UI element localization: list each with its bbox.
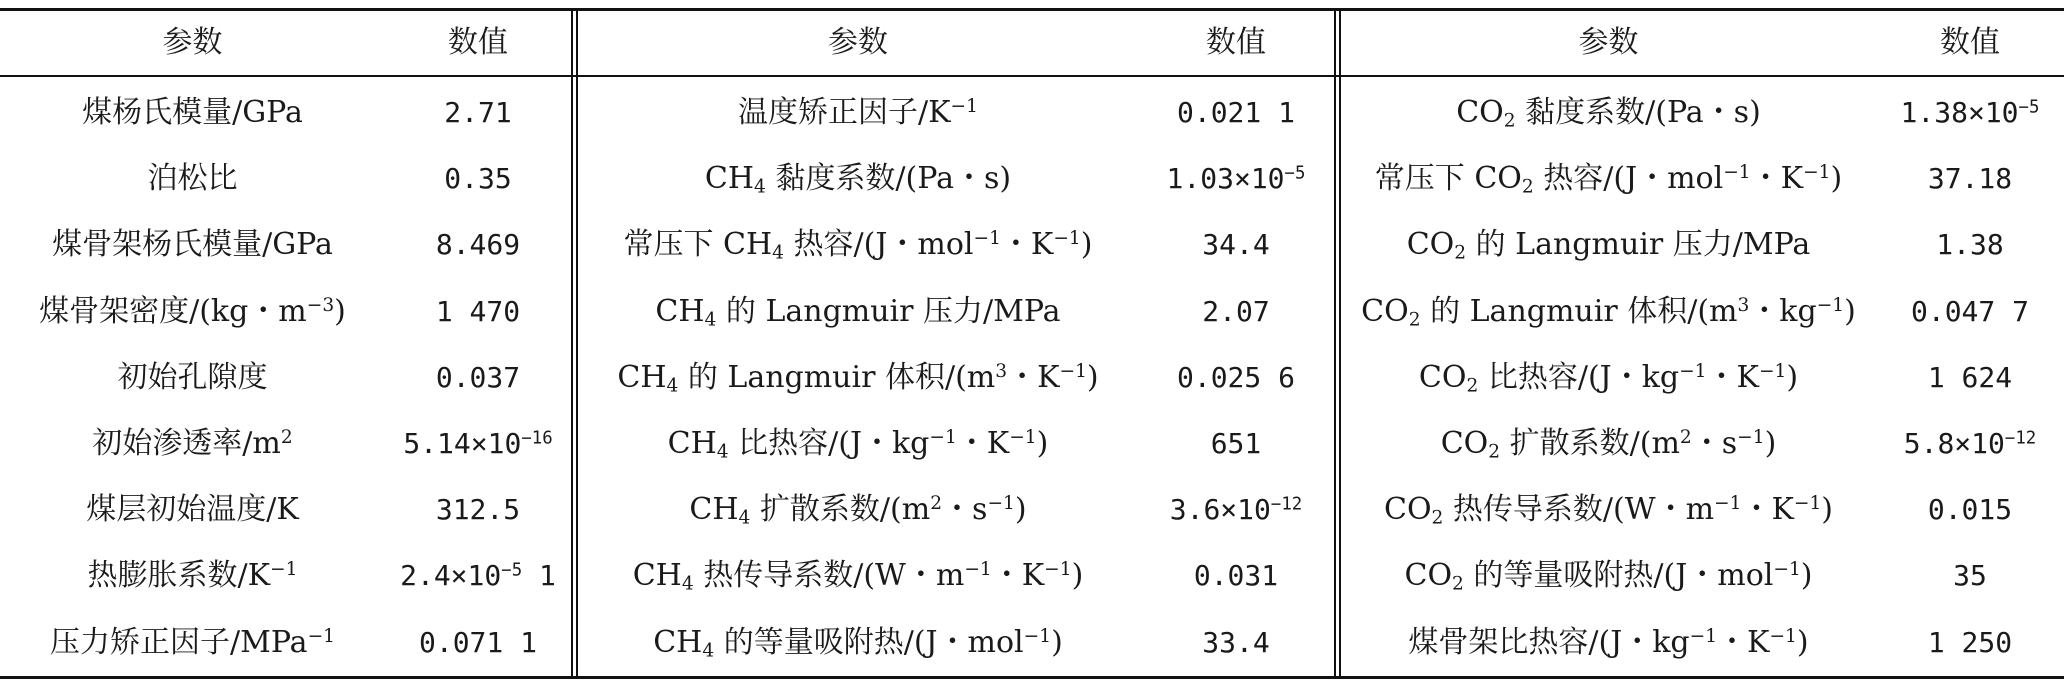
param-cell: $CH_4$ 的等量吸附热/(J・mol$^{-1}$): [653, 624, 1063, 662]
param-cell: $CH_4$ 扩散系数$/(m^2$・$s^{-1}$): [689, 492, 1027, 529]
param-cell: $CO_2$ 的 Langmuir 体积$/(m^3$・$kg^{-1}$): [1361, 293, 1856, 331]
value-cell: 0.025 6: [1176, 360, 1295, 394]
value-cell: 0.037: [435, 360, 521, 394]
param-cell: $CH_4$ 比热容/(J・$kg^{-1}$・$K^{-1}$): [667, 426, 1049, 463]
value-cell: $1.38\times 10^{-5}$: [1900, 96, 2040, 129]
value-cell: 34.4: [1202, 228, 1270, 262]
value-cell: 0.071 1: [418, 625, 537, 659]
parameter-block-2: [578, 10, 1334, 676]
param-cell: $CO_2$ 黏度系数/(Pa・s): [1456, 95, 1761, 132]
header-value: 数值: [448, 25, 508, 60]
value-cell: $2.4\times 10^{-5}$ 1: [400, 559, 556, 593]
value-cell: 312.5: [435, 493, 521, 527]
param-cell: $CH_4$ 热传导系数/(W・$m^{-1}$・$K^{-1}$): [632, 558, 1084, 596]
value-cell: 1 624: [1927, 360, 2013, 394]
value-cell: 8.469: [435, 228, 521, 262]
value-cell: 0.031: [1193, 559, 1279, 593]
param-cell: 温度矫正因子$/K^{-1}$: [738, 95, 978, 130]
value-cell: 1 250: [1927, 625, 2013, 659]
param-cell: 泊松比: [147, 161, 238, 197]
param-cell: 热膨胀系数$/K^{-1}$: [87, 558, 298, 594]
value-cell: 1 470: [435, 294, 521, 328]
value-cell: 2.07: [1202, 294, 1270, 328]
value-cell: 1.38: [1936, 228, 2004, 262]
param-cell: 常压下 $CH_4$ 热容/(J・mol$^{-1}$・$K^{-1}$): [623, 227, 1093, 265]
param-cell: $CO_2$ 热传导系数/(W・$m^{-1}$・$K^{-1}$): [1383, 492, 1834, 529]
value-cell: 2.71: [444, 96, 512, 129]
header-value: 数值: [1206, 25, 1266, 60]
param-cell: 煤骨架密度/(kg・$m^{-3}$): [39, 293, 346, 329]
value-cell: $5.14\times 10^{-16}$: [403, 427, 553, 460]
header-param: 参数: [828, 25, 888, 60]
header-param: 参数: [162, 25, 223, 60]
header-param: 参数: [1578, 25, 1639, 60]
value-cell: 37.18: [1927, 162, 2013, 196]
block-divider: [1334, 10, 1336, 677]
param-cell: $CH_4$ 的 Langmuir 体积$/(m^3$・$K^{-1}$): [617, 359, 1099, 397]
param-cell: 初始孔隙度: [117, 359, 268, 395]
param-cell: $CO_2$ 的 Langmuir 压力/MPa: [1406, 227, 1811, 265]
parameter-block-3: [1341, 10, 2064, 676]
value-cell: 33.4: [1202, 625, 1270, 659]
value-cell: 0.047 7: [1910, 294, 2029, 328]
param-cell: $CO_2$ 扩散系数$/(m^2$・$s^{-1}$): [1440, 426, 1777, 463]
value-cell: 0.35: [444, 162, 512, 196]
param-cell: 煤层初始温度/K: [86, 492, 299, 528]
value-cell: $1.03\times 10^{-5}$: [1166, 162, 1306, 196]
param-cell: 常压下 $CO_2$ 热容/(J・mol$^{-1}$・$K^{-1}$): [1374, 161, 1843, 198]
value-cell: 651: [1210, 427, 1262, 460]
param-cell: 初始渗透率$/m^2$: [92, 426, 293, 461]
param-cell: $CO_2$ 的等量吸附热/(J・mol$^{-1}$): [1404, 558, 1813, 596]
value-cell: $5.8\times 10^{-12}$: [1903, 427, 2037, 460]
parameter-block-1: [0, 10, 571, 676]
param-cell: $CH_4$ 的 Langmuir 压力/MPa: [655, 293, 1061, 331]
param-cell: 煤杨氏模量/GPa: [82, 95, 303, 130]
block-divider: [571, 10, 573, 677]
param-cell: 压力矫正因子/MPa$^{-1}$: [50, 624, 335, 660]
value-cell: 35: [1953, 559, 1987, 593]
param-cell: $CO_2$ 比热容/(J・$kg^{-1}$・$K^{-1}$): [1418, 359, 1799, 397]
param-cell: $CH_4$ 黏度系数/(Pa・s): [704, 161, 1012, 198]
header-value: 数值: [1940, 25, 2000, 60]
value-cell: 0.015: [1927, 493, 2013, 527]
value-cell: $3.6\times 10^{-12}$: [1169, 493, 1303, 527]
value-cell: 0.021 1: [1176, 96, 1295, 129]
table-bottom-rule: [0, 676, 2064, 679]
param-cell: 煤骨架杨氏模量/GPa: [52, 227, 333, 263]
param-cell: 煤骨架比热容/(J・$kg^{-1}$・$K^{-1}$): [1408, 624, 1809, 660]
